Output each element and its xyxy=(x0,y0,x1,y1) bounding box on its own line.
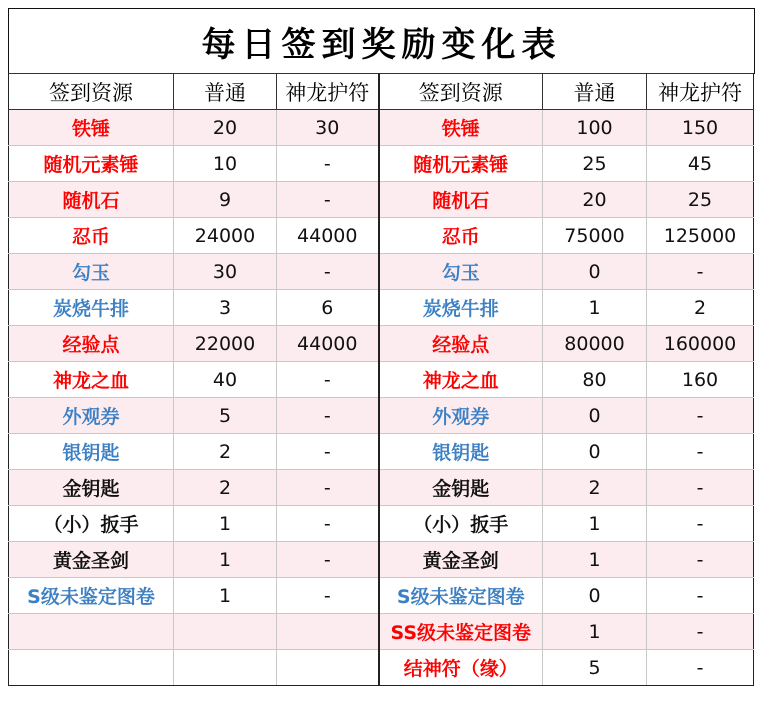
right-dragon-cell: - xyxy=(647,398,754,434)
right-normal-cell: 5 xyxy=(543,650,647,686)
right-resource-cell: （小）扳手 xyxy=(379,506,543,542)
right-normal-cell: 20 xyxy=(543,182,647,218)
right-dragon-cell: - xyxy=(647,614,754,650)
header-right-dragon: 神龙护符 xyxy=(647,74,754,110)
right-normal-cell: 1 xyxy=(543,506,647,542)
left-dragon-cell: 6 xyxy=(277,290,379,326)
right-resource-cell: 银钥匙 xyxy=(379,434,543,470)
table-row xyxy=(9,182,754,218)
left-normal-cell: 20 xyxy=(174,110,277,146)
table-row xyxy=(9,110,754,146)
right-normal-cell: 25 xyxy=(543,146,647,182)
header-left-normal: 普通 xyxy=(174,74,277,110)
left-dragon-cell xyxy=(277,650,379,686)
left-normal-cell: 2 xyxy=(174,434,277,470)
left-dragon-cell: 30 xyxy=(277,110,379,146)
left-normal-cell: 24000 xyxy=(174,218,277,254)
reward-sheet xyxy=(8,8,755,694)
right-resource-cell: 随机石 xyxy=(379,182,543,218)
table-row xyxy=(9,506,754,542)
left-dragon-cell xyxy=(277,614,379,650)
left-dragon-cell: - xyxy=(277,398,379,434)
sheet-title: 每日签到奖励变化表 xyxy=(8,8,755,74)
left-dragon-cell: - xyxy=(277,146,379,182)
right-normal-cell: 0 xyxy=(543,254,647,290)
right-resource-cell: 铁锤 xyxy=(379,110,543,146)
right-normal-cell: 1 xyxy=(543,542,647,578)
right-normal-cell: 0 xyxy=(543,578,647,614)
left-resource-cell: 外观券 xyxy=(9,398,174,434)
right-resource-cell: 经验点 xyxy=(379,326,543,362)
right-resource-cell: 结神符（缘） xyxy=(379,650,543,686)
left-normal-cell: 3 xyxy=(174,290,277,326)
right-resource-cell: 勾玉 xyxy=(379,254,543,290)
right-dragon-cell: - xyxy=(647,542,754,578)
left-resource-cell: 铁锤 xyxy=(9,110,174,146)
right-dragon-cell: 45 xyxy=(647,146,754,182)
table-row xyxy=(9,290,754,326)
left-normal-cell: 1 xyxy=(174,506,277,542)
left-resource-cell: （小）扳手 xyxy=(9,506,174,542)
table-row xyxy=(9,542,754,578)
left-resource-cell: 忍币 xyxy=(9,218,174,254)
left-dragon-cell: - xyxy=(277,578,379,614)
right-resource-cell: SS级未鉴定图卷 xyxy=(379,614,543,650)
table-body xyxy=(9,110,754,686)
left-normal-cell: 1 xyxy=(174,578,277,614)
left-dragon-cell: 44000 xyxy=(277,326,379,362)
right-normal-cell: 0 xyxy=(543,398,647,434)
table-row xyxy=(9,398,754,434)
left-normal-cell: 9 xyxy=(174,182,277,218)
table-row xyxy=(9,362,754,398)
left-dragon-cell: - xyxy=(277,542,379,578)
table-row xyxy=(9,614,754,650)
left-dragon-cell: - xyxy=(277,362,379,398)
right-dragon-cell: 25 xyxy=(647,182,754,218)
left-dragon-cell: - xyxy=(277,254,379,290)
left-resource-cell: 随机石 xyxy=(9,182,174,218)
left-resource-cell: S级未鉴定图卷 xyxy=(9,578,174,614)
right-normal-cell: 0 xyxy=(543,434,647,470)
right-resource-cell: 神龙之血 xyxy=(379,362,543,398)
table-row xyxy=(9,650,754,686)
right-dragon-cell: 150 xyxy=(647,110,754,146)
right-dragon-cell: 2 xyxy=(647,290,754,326)
table-row xyxy=(9,254,754,290)
header-right-normal: 普通 xyxy=(543,74,647,110)
right-dragon-cell: 160000 xyxy=(647,326,754,362)
right-normal-cell: 100 xyxy=(543,110,647,146)
left-normal-cell: 22000 xyxy=(174,326,277,362)
header-left-dragon: 神龙护符 xyxy=(277,74,379,110)
right-dragon-cell: - xyxy=(647,506,754,542)
header-row xyxy=(9,74,754,110)
table-row xyxy=(9,218,754,254)
left-resource-cell: 随机元素锤 xyxy=(9,146,174,182)
right-normal-cell: 80 xyxy=(543,362,647,398)
right-resource-cell: 随机元素锤 xyxy=(379,146,543,182)
left-dragon-cell: - xyxy=(277,182,379,218)
left-normal-cell xyxy=(174,614,277,650)
right-dragon-cell: 125000 xyxy=(647,218,754,254)
left-dragon-cell: - xyxy=(277,470,379,506)
right-normal-cell: 2 xyxy=(543,470,647,506)
left-resource-cell: 银钥匙 xyxy=(9,434,174,470)
left-dragon-cell: - xyxy=(277,434,379,470)
right-dragon-cell: - xyxy=(647,434,754,470)
right-resource-cell: 炭烧牛排 xyxy=(379,290,543,326)
left-normal-cell: 40 xyxy=(174,362,277,398)
left-resource-cell: 炭烧牛排 xyxy=(9,290,174,326)
right-dragon-cell: - xyxy=(647,650,754,686)
table-row xyxy=(9,326,754,362)
right-normal-cell: 1 xyxy=(543,614,647,650)
right-dragon-cell: 160 xyxy=(647,362,754,398)
left-dragon-cell: 44000 xyxy=(277,218,379,254)
left-resource-cell: 经验点 xyxy=(9,326,174,362)
right-dragon-cell: - xyxy=(647,254,754,290)
right-normal-cell: 75000 xyxy=(543,218,647,254)
left-normal-cell: 30 xyxy=(174,254,277,290)
table-row xyxy=(9,470,754,506)
left-resource-cell: 勾玉 xyxy=(9,254,174,290)
right-resource-cell: 外观券 xyxy=(379,398,543,434)
left-normal-cell: 2 xyxy=(174,470,277,506)
right-dragon-cell: - xyxy=(647,470,754,506)
left-normal-cell xyxy=(174,650,277,686)
left-resource-cell: 黄金圣剑 xyxy=(9,542,174,578)
left-normal-cell: 1 xyxy=(174,542,277,578)
left-resource-cell xyxy=(9,614,174,650)
right-resource-cell: 黄金圣剑 xyxy=(379,542,543,578)
left-resource-cell: 金钥匙 xyxy=(9,470,174,506)
reward-table xyxy=(8,73,754,686)
left-resource-cell: 神龙之血 xyxy=(9,362,174,398)
left-normal-cell: 10 xyxy=(174,146,277,182)
left-dragon-cell: - xyxy=(277,506,379,542)
table-row xyxy=(9,146,754,182)
header-left-resource: 签到资源 xyxy=(9,74,174,110)
left-resource-cell xyxy=(9,650,174,686)
left-normal-cell: 5 xyxy=(174,398,277,434)
table-row xyxy=(9,434,754,470)
right-normal-cell: 1 xyxy=(543,290,647,326)
header-right-resource: 签到资源 xyxy=(379,74,543,110)
right-normal-cell: 80000 xyxy=(543,326,647,362)
right-resource-cell: 金钥匙 xyxy=(379,470,543,506)
right-dragon-cell: - xyxy=(647,578,754,614)
right-resource-cell: S级未鉴定图卷 xyxy=(379,578,543,614)
right-resource-cell: 忍币 xyxy=(379,218,543,254)
table-row xyxy=(9,578,754,614)
